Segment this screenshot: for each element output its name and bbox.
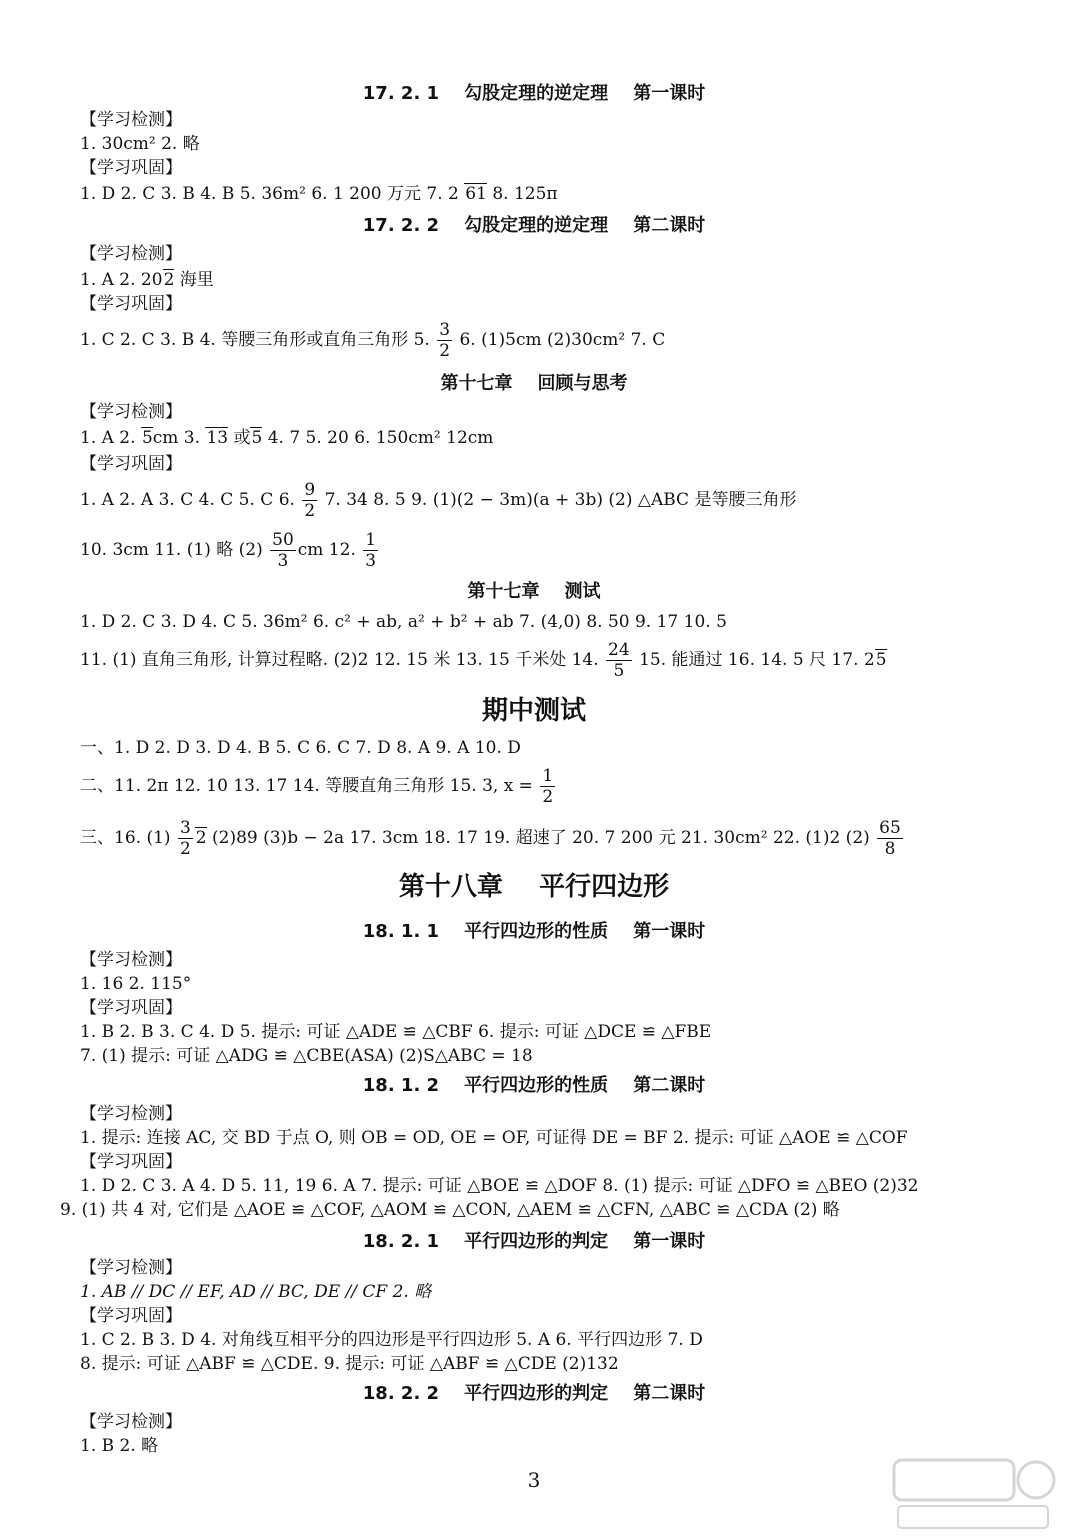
- label-study-consolidate: 【学习巩固】: [80, 294, 182, 314]
- answer-line: 11. (1) 直角三角形, 计算过程略. (2)2 12. 15 米 13. 15 千米处 14. $\frac{24}{5}$ 15. 能通过 16. 14. 5 尺 17. 25: [80, 640, 887, 681]
- answer-line: 1. 提示: 连接 AC, 交 BD 于点 O, 则 OB = OD, OE = OF, 可证得 DE = BF 2. 提示: 可证 △AOE ≌ △COF: [80, 1128, 908, 1148]
- sqrt-expression: 13: [206, 428, 229, 448]
- answer-line: 1. A 2. A 3. C 4. C 5. C 6. $\frac{9}{2}$ 7. 34 8. 5 9. (1)(2 − 3m)(a + 3b) (2) △ABC 是等腰三角形: [80, 480, 797, 521]
- label-study-consolidate: 【学习巩固】: [80, 998, 182, 1018]
- answer-line: 7. (1) 提示: 可证 △ADG ≌ △CBE(ASA) (2)S△ABC = 18: [80, 1046, 533, 1066]
- fraction: $\frac{3}{2}$: [179, 818, 191, 859]
- answer-line: 1. 16 2. 115°: [80, 974, 192, 994]
- sqrt-expression: 2: [163, 270, 175, 290]
- label-study-check: 【学习检测】: [80, 1258, 182, 1278]
- label-study-consolidate: 【学习巩固】: [80, 1306, 182, 1326]
- section-title-18-2-2: 18. 2. 2 平行四边形的判定 第二课时: [362, 1383, 706, 1404]
- answer-line: 8. 提示: 可证 △ABF ≌ △CDE. 9. 提示: 可证 △ABF ≌ △CDE (2)132: [80, 1354, 619, 1374]
- answer-line: 1. D 2. C 3. B 4. B 5. 36m² 6. 1 200 万元 7. 2 61 8. 125π: [80, 184, 558, 204]
- answer-line: 1. C 2. C 3. B 4. 等腰三角形或直角三角形 5. $\frac{3}{2}$ 6. (1)5cm (2)30cm² 7. C: [80, 320, 666, 361]
- label-study-consolidate: 【学习巩固】: [80, 454, 182, 474]
- answer-line: 1. A 2. 5cm 3. 13 或5 4. 7 5. 20 6. 150cm² 12cm: [80, 428, 494, 448]
- section-title-17-2-2: 17. 2. 2 勾股定理的逆定理 第二课时: [362, 215, 706, 236]
- label-study-check: 【学习检测】: [80, 402, 182, 422]
- section-title-18-2-1: 18. 2. 1 平行四边形的判定 第一课时: [362, 1231, 706, 1252]
- label-study-consolidate: 【学习巩固】: [80, 1152, 182, 1172]
- section-title-midterm: 期中测试: [481, 696, 586, 726]
- sqrt-expression: 5: [141, 428, 153, 448]
- label-study-check: 【学习检测】: [80, 950, 182, 970]
- answer-line: 二、11. 2π 12. 10 13. 17 14. 等腰直角三角形 15. 3, x = $\frac{1}{2}$: [80, 766, 554, 807]
- answer-line: 1. A 2. 202 海里: [80, 270, 214, 290]
- sqrt-expression: 2: [195, 828, 207, 848]
- section-title-18-1-2: 18. 1. 2 平行四边形的性质 第二课时: [362, 1075, 706, 1096]
- fraction: $\frac{3}{2}$: [439, 320, 451, 361]
- section-title-17-2-1: 17. 2. 1 勾股定理的逆定理 第一课时: [362, 83, 706, 104]
- answer-line: 1. D 2. C 3. D 4. C 5. 36m² 6. c² + ab, a² + b² + ab 7. (4,0) 8. 50 9. 17 10. 5: [80, 612, 727, 632]
- label-study-consolidate: 【学习巩固】: [80, 158, 182, 178]
- fraction: $\frac{24}{5}$: [608, 640, 630, 681]
- chapter-title-ch18: 第十八章 平行四边形: [398, 872, 670, 902]
- answer-line: 一、1. D 2. D 3. D 4. B 5. C 6. C 7. D 8. A 9. A 10. D: [80, 738, 521, 758]
- fraction: $\frac{9}{2}$: [304, 480, 316, 521]
- page-number: 3: [527, 1468, 541, 1492]
- label-study-check: 【学习检测】: [80, 110, 182, 130]
- section-title-ch17-test: 第十七章 测试: [467, 581, 601, 602]
- label-study-check: 【学习检测】: [80, 1412, 182, 1432]
- fraction: $\frac{1}{2}$: [542, 766, 554, 807]
- sqrt-expression: 5: [875, 650, 887, 670]
- fraction: $\frac{65}{8}$: [879, 818, 901, 859]
- answer-line: 1. AB // DC // EF, AD // BC, DE // CF 2. 略: [80, 1282, 432, 1302]
- section-title-18-1-1: 18. 1. 1 平行四边形的性质 第一课时: [362, 921, 706, 942]
- sqrt-expression: 61: [465, 184, 487, 204]
- answer-line: 10. 3cm 11. (1) 略 (2) $\frac{50}{3}$ cm 12. $\frac{1}{3}$: [80, 530, 377, 571]
- answer-line: 1. D 2. C 3. A 4. D 5. 11, 19 6. A 7. 提示: 可证 △BOE ≌ △DOF 8. (1) 提示: 可证 △DFO ≌ △BEO (2)32: [80, 1176, 919, 1196]
- answer-line: 9. (1) 共 4 对, 它们是 △AOE ≌ △COF, △AOM ≌ △CON, △AEM ≌ △CFN, △ABC ≌ △CDA (2) 略: [60, 1200, 840, 1220]
- watermark-logo: [888, 1456, 1058, 1532]
- answer-line: 1. C 2. B 3. D 4. 对角线互相平分的四边形是平行四边形 5. A 6. 平行四边形 7. D: [80, 1330, 703, 1350]
- answer-line: 1. B 2. 略: [80, 1436, 159, 1456]
- answer-line: 1. B 2. B 3. C 4. D 5. 提示: 可证 △ADE ≌ △CBF 6. 提示: 可证 △DCE ≌ △FBE: [80, 1022, 712, 1042]
- fraction: $\frac{50}{3}$: [272, 530, 294, 571]
- answer-line: 1. 30cm² 2. 略: [80, 134, 200, 154]
- sqrt-expression: 5: [251, 428, 263, 448]
- section-title-ch17-review: 第十七章 回顾与思考: [440, 373, 628, 394]
- fraction: $\frac{1}{3}$: [365, 530, 377, 571]
- label-study-check: 【学习检测】: [80, 1104, 182, 1124]
- label-study-check: 【学习检测】: [80, 244, 182, 264]
- answer-line: 三、16. (1) $\frac{3}{2}$ 2 (2)89 (3)b − 2a 17. 3cm 18. 17 19. 超速了 20. 7 200 元 21. 30cm² 22. (1)2 (2) $\frac{65}{8}$: [80, 818, 901, 859]
